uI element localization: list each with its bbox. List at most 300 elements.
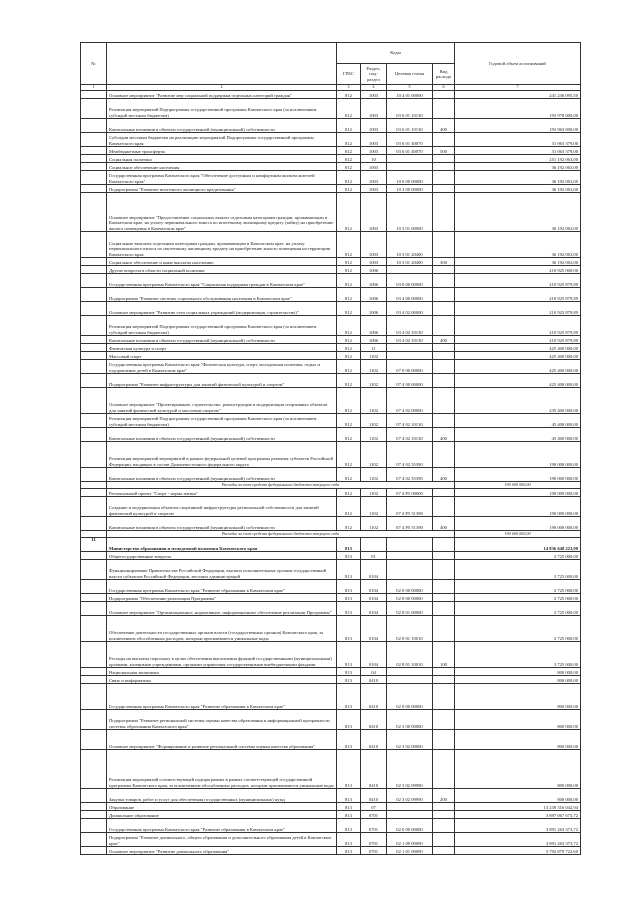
table-row	[81, 811, 581, 819]
cell-expense-type	[433, 594, 455, 602]
table-row	[81, 497, 581, 517]
cell-no	[81, 274, 107, 288]
cell-rzpr: 0104	[361, 594, 387, 602]
cell-amount: 800 000,00	[455, 684, 581, 710]
table-row	[81, 163, 581, 171]
cell-grbs: 813	[337, 560, 361, 580]
cell-no	[81, 803, 107, 811]
cell-target-article: 02 0 00 00000	[387, 684, 433, 710]
table-row	[81, 489, 581, 497]
cell-name: Субсидии местным бюджетам на реализацию мероприятий Подпрограммы государственной программы Камчатского края	[107, 133, 337, 147]
table-row	[81, 193, 581, 232]
cell-amount: 45 400 000,00	[455, 414, 581, 428]
cell-rzpr: 01	[361, 552, 387, 560]
cell-amount: 425 400 000,00	[455, 344, 581, 352]
cell-name: Подпрограмма "Развитие инфраструктуры для занятий физической культурой и спортом"	[107, 374, 337, 388]
cell-grbs: 812	[337, 163, 361, 171]
cell-expense-type	[433, 710, 455, 730]
header-name	[107, 43, 337, 85]
cell-name: Государственная программа Камчатского края "Физическая культура, спорт, молодежная политика, отдых и оздоровление детей в Камчатском крае"	[107, 360, 337, 374]
cell-amount: 210 925 000,00	[455, 266, 581, 274]
table-row	[81, 133, 581, 147]
cell-grbs: 812	[337, 302, 361, 316]
cell-no	[81, 730, 107, 750]
cell-amount: 190 000 000,00	[455, 517, 581, 531]
cell-grbs: 812	[337, 232, 361, 258]
cell-amount: 31 063 379,00	[455, 133, 581, 147]
cell-amount: 31 063 379,00	[455, 147, 581, 155]
table-row	[81, 580, 581, 594]
cell-name: Основное мероприятие "Развитие сети социальных учреждений (модернизация, строительство)"	[107, 302, 337, 316]
cell-grbs: 813	[337, 730, 361, 750]
cell-rzpr: 1102	[361, 388, 387, 414]
cell-rzpr: 0104	[361, 616, 387, 642]
cell-target-article: 10 3 00 00000	[387, 185, 433, 193]
cell-no	[81, 602, 107, 616]
cell-grbs: 813	[337, 668, 361, 676]
cell-target-article: 07 4 00 00000	[387, 374, 433, 388]
cell-no	[81, 288, 107, 302]
cell-name: Министерство образования и молодежной политики Камчатского края	[107, 538, 337, 552]
cell-amount: 190 000 000,00	[455, 489, 581, 497]
table-row	[81, 155, 581, 163]
cell-rzpr: 0701	[361, 819, 387, 833]
cell-name: Связь и информатика	[107, 676, 337, 684]
cell-target-article: 10 3 01 20400	[387, 232, 433, 258]
cell-no	[81, 99, 107, 119]
cell-grbs: 812	[337, 414, 361, 428]
cell-grbs: 813	[337, 789, 361, 803]
cell-target-article: 02 0 00 00000	[387, 819, 433, 833]
cell-expense-type	[433, 552, 455, 560]
cell-name: Подпрограмма "Обеспечение реализации Программы"	[107, 594, 337, 602]
cell-target-article	[387, 266, 433, 274]
column-index: 2	[107, 85, 337, 91]
cell-name: Реализация мероприятий Подпрограммы государственной программы Камчатского края (за исключением субсидий местным бюджетам)	[107, 414, 337, 428]
cell-no	[81, 811, 107, 819]
cell-amount: 425 400 000,00	[455, 360, 581, 374]
cell-amount: 800 000,00	[455, 750, 581, 789]
cell-rzpr: 1003	[361, 133, 387, 147]
table-body	[81, 91, 581, 855]
cell-amount: 36 192 063,00	[455, 163, 581, 171]
cell-no: 11	[81, 538, 107, 552]
table-row	[81, 99, 581, 119]
table-row	[81, 288, 581, 302]
cell-target-article: 02 8 00 00000	[387, 594, 433, 602]
cell-no	[81, 360, 107, 374]
cell-grbs: 812	[337, 185, 361, 193]
cell-target-article: 02 1 01 00000	[387, 847, 433, 855]
cell-name: Социальное обеспечение населения	[107, 163, 337, 171]
cell-expense-type	[433, 374, 455, 388]
cell-rzpr: 1006	[361, 316, 387, 336]
cell-no	[81, 517, 107, 531]
table-row	[81, 352, 581, 360]
cell-grbs: 813	[337, 819, 361, 833]
cell-expense-type	[433, 99, 455, 119]
cell-expense-type: 200	[433, 789, 455, 803]
table-row	[81, 616, 581, 642]
cell-grbs: 812	[337, 374, 361, 388]
cell-expense-type	[433, 684, 455, 710]
cell-no	[81, 560, 107, 580]
table-row	[81, 266, 581, 274]
column-index: 5	[387, 85, 433, 91]
cell-target-article	[387, 803, 433, 811]
cell-target-article: 02 3 00 00000	[387, 710, 433, 730]
cell-rzpr: 0410	[361, 750, 387, 789]
cell-rzpr: 1102	[361, 442, 387, 468]
cell-amount: 36 192 063,00	[455, 258, 581, 266]
cell-grbs: 813	[337, 811, 361, 819]
table-row	[81, 316, 581, 336]
cell-rzpr: 0701	[361, 811, 387, 819]
cell-name: Реализация мероприятий соответствующей подпрограммы в рамках соответствующей государственной программы Камчатского края, за исключением обособленных расходов, которым присваиваются уникальные коды	[107, 750, 337, 789]
cell-grbs: 813	[337, 684, 361, 710]
cell-no	[81, 616, 107, 642]
column-index: 3	[337, 85, 361, 91]
cell-amount: 210 925 879,89	[455, 336, 581, 344]
cell-target-article: 10 4 01 00000	[387, 91, 433, 99]
cell-no	[81, 388, 107, 414]
cell-amount: 190 000 000,00	[455, 497, 581, 517]
cell-no	[81, 482, 107, 489]
cell-target-article	[387, 155, 433, 163]
cell-name: Капитальные вложения в объекты государственной (муниципальной) собственности	[107, 336, 337, 344]
cell-name: Межбюджетные трансферты	[107, 147, 337, 155]
cell-no	[81, 710, 107, 730]
cell-name: Подпрограмма "Развитие дошкольного, общего образования и дополнительного образования детей в Камчатском крае"	[107, 833, 337, 847]
cell-expense-type: 100	[433, 642, 455, 668]
table-row	[81, 482, 581, 489]
cell-target-article: 07 4 02 55390	[387, 468, 433, 482]
cell-name: Реализация мероприятий мероприятий в рамках федеральной целевой программы развития субъектов Российской Федерации, входящих в состав Дальневосточного федерального округа	[107, 442, 337, 468]
cell-no	[81, 147, 107, 155]
cell-no	[81, 442, 107, 468]
table-row	[81, 833, 581, 847]
table-row	[81, 388, 581, 414]
cell-rzpr: 0104	[361, 642, 387, 668]
cell-grbs: 813	[337, 642, 361, 668]
cell-expense-type	[433, 497, 455, 517]
cell-grbs: 812	[337, 91, 361, 99]
cell-target-article: 02 0 00 00000	[387, 580, 433, 594]
cell-rzpr: 1003	[361, 185, 387, 193]
cell-no	[81, 428, 107, 442]
table-row	[81, 668, 581, 676]
table-row	[81, 819, 581, 833]
cell-no	[81, 155, 107, 163]
cell-target-article: 07 4 02 10130	[387, 414, 433, 428]
cell-amount: 14 836 648 223,90	[455, 538, 581, 552]
cell-rzpr: 1006	[361, 336, 387, 344]
cell-no	[81, 789, 107, 803]
cell-grbs: 813	[337, 676, 361, 684]
table-row	[81, 531, 581, 538]
cell-name: Функционирование Правительства Российской Федерации, высших исполнительных органов государственной власти субъектов Российской Федерации, местных администраций	[107, 560, 337, 580]
cell-amount: 193 978 000,00	[455, 99, 581, 119]
cell-expense-type: 400	[433, 119, 455, 133]
cell-no	[81, 171, 107, 185]
table-row	[81, 517, 581, 531]
cell-expense-type	[433, 538, 455, 552]
cell-no	[81, 133, 107, 147]
cell-rzpr	[361, 538, 387, 552]
cell-name: Социальная политика	[107, 155, 337, 163]
cell-no	[81, 676, 107, 684]
cell-grbs: 812	[337, 193, 361, 232]
cell-grbs: 812	[337, 133, 361, 147]
cell-expense-type	[433, 185, 455, 193]
cell-rzpr: 1003	[361, 119, 387, 133]
cell-expense-type	[433, 388, 455, 414]
cell-target-article: 10 3 01 00000	[387, 193, 433, 232]
cell-expense-type	[433, 811, 455, 819]
cell-rzpr: 1102	[361, 517, 387, 531]
cell-rzpr: 0410	[361, 789, 387, 803]
table-row	[81, 91, 581, 99]
cell-name: Подпрограмма "Развитие системы социального обслуживания населения в Камчатском крае"	[107, 288, 337, 302]
cell-target-article: 02 3 02 09990	[387, 789, 433, 803]
cell-expense-type	[433, 750, 455, 789]
cell-expense-type	[433, 316, 455, 336]
cell-amount: 190 000 000,00	[455, 482, 581, 489]
cell-name: Реализация мероприятий Подпрограммы государственной программы Камчатского края (за исключением субсидий местным бюджетам)	[107, 316, 337, 336]
cell-rzpr: 1006	[361, 302, 387, 316]
cell-no	[81, 316, 107, 336]
table-row	[81, 258, 581, 266]
table-row	[81, 232, 581, 258]
cell-name: Общегосударственные вопросы	[107, 552, 337, 560]
table-row	[81, 594, 581, 602]
cell-no	[81, 819, 107, 833]
table-row	[81, 302, 581, 316]
cell-expense-type	[433, 833, 455, 847]
cell-name: Капитальные вложения в объекты государственной (муниципальной) собственности	[107, 517, 337, 531]
budget-table	[80, 42, 581, 855]
header-rzpr: Раздел, под-раздел	[361, 64, 387, 85]
cell-target-article: 03 6 01 10130	[387, 119, 433, 133]
cell-target-article: 07 0 00 00000	[387, 360, 433, 374]
cell-name: Капитальные вложения в объекты государственной (муниципальной) собственности	[107, 119, 337, 133]
cell-note: Расходы за счет средств федерального бюджета текущего года	[107, 482, 455, 489]
cell-rzpr: 0104	[361, 602, 387, 616]
header-cs: Целевая статья	[387, 64, 433, 85]
cell-grbs: 812	[337, 468, 361, 482]
column-index: 4	[361, 85, 387, 91]
column-index: 7	[455, 85, 581, 91]
cell-target-article: 02 3 02 00000	[387, 730, 433, 750]
cell-grbs: 812	[337, 336, 361, 344]
cell-name: Региональный проект "Спорт - норма жизни"	[107, 489, 337, 497]
cell-grbs: 812	[337, 352, 361, 360]
cell-name: Закупка товаров, работ и услуг для обеспечения государственных (муниципальных) нужд	[107, 789, 337, 803]
cell-no	[81, 497, 107, 517]
cell-rzpr: 1003	[361, 193, 387, 232]
cell-target-article: 03 4 02 10130	[387, 336, 433, 344]
cell-amount: 190 000 000,00	[455, 531, 581, 538]
cell-expense-type	[433, 414, 455, 428]
cell-expense-type	[433, 266, 455, 274]
header-vr: Вид расхода	[433, 64, 455, 85]
column-index: 6	[433, 85, 455, 91]
cell-name: Государственная программа Камчатского края "Развитие образования в Камчатском крае"	[107, 684, 337, 710]
cell-amount: 3 725 000,00	[455, 642, 581, 668]
header-codes-group: Коды	[337, 43, 455, 64]
cell-grbs: 813	[337, 803, 361, 811]
cell-rzpr: 1003	[361, 91, 387, 99]
cell-grbs: 812	[337, 316, 361, 336]
cell-target-article: 03 6 01 40070	[387, 147, 433, 155]
cell-name: Подпрограмма "Развитие ипотечного жилищного кредитования"	[107, 185, 337, 193]
cell-no	[81, 847, 107, 855]
cell-amount: 241 236 095,50	[455, 91, 581, 99]
cell-amount: 3 725 000,00	[455, 560, 581, 580]
cell-name: Основное мероприятие "Развитие мер социальной поддержки отдельных категорий граждан"	[107, 91, 337, 99]
cell-grbs: 812	[337, 147, 361, 155]
cell-expense-type: 400	[433, 517, 455, 531]
cell-target-article: 03 4 02 10130	[387, 316, 433, 336]
cell-name: Социальные выплаты отдельным категориям граждан, проживающим в Камчатском крае, на уплату первоначального взноса по ипотечному жилищному кредиту на приобретение жилого помещения на территории Камчатского края	[107, 232, 337, 258]
cell-expense-type	[433, 232, 455, 258]
cell-name: Создание и модернизация объектов спортивной инфраструктуры региональной собственности для занятий физической культурой и спортом	[107, 497, 337, 517]
table-row	[81, 730, 581, 750]
cell-amount: 3 897 067 675,72	[455, 811, 581, 819]
cell-no	[81, 468, 107, 482]
cell-target-article	[387, 552, 433, 560]
header-sum: Годовой объем ассигнований	[455, 43, 581, 85]
cell-target-article	[387, 668, 433, 676]
cell-grbs: 812	[337, 497, 361, 517]
cell-expense-type	[433, 274, 455, 288]
cell-name: Массовый спорт	[107, 352, 337, 360]
cell-name: Основное мероприятие "Предоставление социальных выплат отдельным категориям граждан, проживающим в Камчатском крае, на уплату первоначального взноса по ипотечному жилищному кредиту (займу) на приобретение жилого помещения в Камчатском крае"	[107, 193, 337, 232]
cell-rzpr: 0104	[361, 580, 387, 594]
cell-rzpr: 0410	[361, 710, 387, 730]
cell-rzpr: 1003	[361, 232, 387, 258]
cell-target-article: 03 4 02 00000	[387, 302, 433, 316]
cell-rzpr: 10	[361, 155, 387, 163]
cell-expense-type: 300	[433, 258, 455, 266]
cell-target-article: 07 4 P5 51390	[387, 497, 433, 517]
cell-target-article	[387, 344, 433, 352]
cell-target-article: 02 8 01 10010	[387, 616, 433, 642]
cell-name: Капитальные вложения в объекты государственной (муниципальной) собственности	[107, 468, 337, 482]
cell-target-article: 10 0 00 00000	[387, 171, 433, 185]
column-index: 1	[81, 85, 107, 91]
table-row	[81, 538, 581, 552]
cell-expense-type: 400	[433, 468, 455, 482]
cell-grbs: 812	[337, 344, 361, 352]
cell-expense-type	[433, 730, 455, 750]
cell-rzpr: 0410	[361, 730, 387, 750]
cell-name: Основное мероприятие "Проектирование, строительство, реконструкция и модернизация спортивных объектов для занятий физической культурой и массовым спортом"	[107, 388, 337, 414]
cell-grbs: 812	[337, 119, 361, 133]
cell-grbs: 813	[337, 580, 361, 594]
cell-grbs: 813	[337, 602, 361, 616]
cell-expense-type	[433, 133, 455, 147]
table-row	[81, 171, 581, 185]
cell-target-article: 07 4 P5 00000	[387, 489, 433, 497]
cell-no	[81, 163, 107, 171]
cell-target-article: 07 4 02 55390	[387, 442, 433, 468]
cell-expense-type	[433, 819, 455, 833]
cell-name: Расходы на выплаты персоналу в целях обеспечения выполнения функций государственными (муниципальными) органами, казенными учреждениями, органами управления государственными внебюджетными фондами	[107, 642, 337, 668]
cell-target-article: 02 8 01 00000	[387, 602, 433, 616]
table-row	[81, 360, 581, 374]
cell-expense-type: 400	[433, 336, 455, 344]
cell-name: Обеспечение деятельности государственных органов власти (государственных органов) Камчатского края, за исключением обособленных расходов, которым присваиваются уникальные коды	[107, 616, 337, 642]
table-header	[81, 43, 581, 64]
cell-target-article	[387, 538, 433, 552]
cell-expense-type	[433, 580, 455, 594]
cell-rzpr: 1003	[361, 163, 387, 171]
cell-no	[81, 185, 107, 193]
cell-no	[81, 193, 107, 232]
cell-expense-type	[433, 489, 455, 497]
table-row	[81, 147, 581, 155]
table-row	[81, 185, 581, 193]
cell-name: Государственная программа Камчатского края "Социальная поддержка граждан в Камчатском крае"	[107, 274, 337, 288]
cell-no	[81, 833, 107, 847]
cell-grbs: 813	[337, 847, 361, 855]
cell-expense-type	[433, 302, 455, 316]
table-row	[81, 684, 581, 710]
cell-name: Государственная программа Камчатского края "Обеспечение доступным и комфортным жильем жителей Камчатского края"	[107, 171, 337, 185]
cell-rzpr: 04	[361, 668, 387, 676]
header-no: №	[81, 43, 107, 85]
cell-grbs: 813	[337, 552, 361, 560]
cell-expense-type	[433, 344, 455, 352]
cell-rzpr: 0410	[361, 676, 387, 684]
cell-amount: 425 400 000,00	[455, 374, 581, 388]
cell-grbs: 813	[337, 616, 361, 642]
cell-grbs: 812	[337, 442, 361, 468]
cell-amount: 210 925 879,89	[455, 302, 581, 316]
cell-grbs: 812	[337, 388, 361, 414]
cell-grbs: 813	[337, 594, 361, 602]
cell-target-article: 03 0 00 00000	[387, 274, 433, 288]
cell-rzpr: 1003	[361, 171, 387, 185]
cell-rzpr: 0701	[361, 847, 387, 855]
cell-grbs: 812	[337, 99, 361, 119]
cell-amount: 3 725 000,00	[455, 616, 581, 642]
cell-grbs: 812	[337, 428, 361, 442]
table-row	[81, 676, 581, 684]
cell-amount: 210 925 879,89	[455, 316, 581, 336]
cell-expense-type	[433, 847, 455, 855]
cell-no	[81, 750, 107, 789]
cell-rzpr: 0410	[361, 684, 387, 710]
cell-no	[81, 531, 107, 538]
cell-expense-type	[433, 171, 455, 185]
header-grbs: ГРБС	[337, 64, 361, 85]
cell-target-article: 03 6 01 10130	[387, 99, 433, 119]
cell-name: Другие вопросы в области социальной политики	[107, 266, 337, 274]
cell-rzpr: 1102	[361, 352, 387, 360]
cell-amount: 36 192 063,00	[455, 185, 581, 193]
table-row	[81, 642, 581, 668]
cell-amount: 235 400 000,00	[455, 388, 581, 414]
cell-amount: 425 400 000,00	[455, 352, 581, 360]
cell-rzpr: 1003	[361, 258, 387, 266]
cell-amount: 190 000 000,00	[455, 442, 581, 468]
cell-rzpr: 1003	[361, 147, 387, 155]
cell-rzpr: 1006	[361, 288, 387, 302]
cell-target-article: 03 6 01 40070	[387, 133, 433, 147]
cell-target-article	[387, 811, 433, 819]
